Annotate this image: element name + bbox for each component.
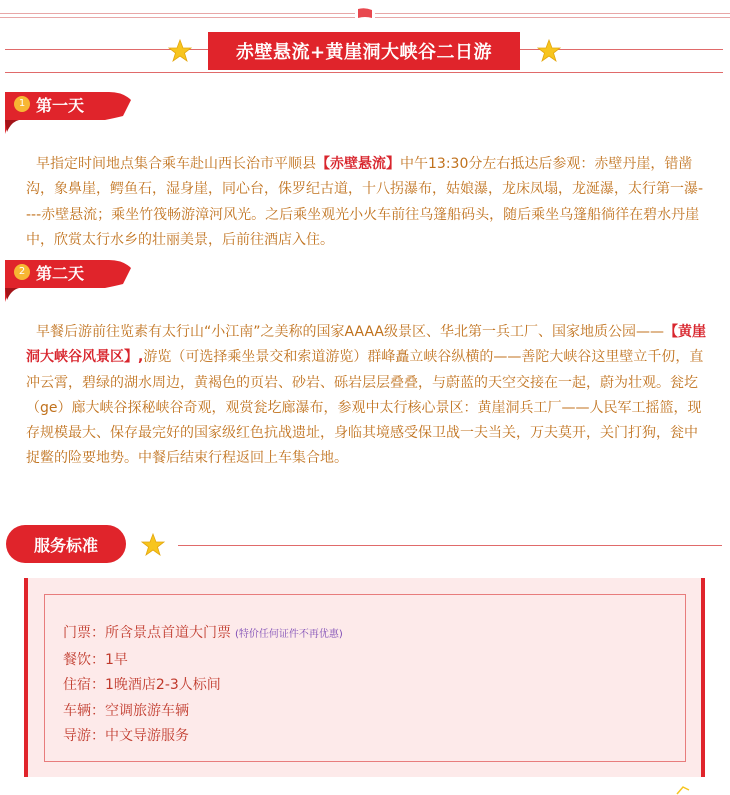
day2-highlight: 【黄崖洞大峡谷风景区】, xyxy=(26,324,706,366)
service-key: 门票： xyxy=(63,625,105,641)
service-value: 中文导游服务 xyxy=(105,728,189,744)
service-divider xyxy=(178,545,722,546)
service-key: 车辆： xyxy=(63,702,105,719)
number-badge-icon: 2 xyxy=(14,264,30,280)
star-icon xyxy=(141,533,165,557)
service-value: 1晚酒店2-3人标间 xyxy=(105,677,221,693)
service-item-vehicle xyxy=(63,699,343,725)
flag-icon xyxy=(355,8,375,20)
service-frame xyxy=(44,594,686,762)
day2-description xyxy=(26,320,706,472)
star-icon xyxy=(537,39,561,63)
day2-ribbon xyxy=(5,258,137,302)
day2-text-after: 游览（可选择乘坐景交和索道游览）群峰矗立峡谷纵横的——善陀大峡谷这里壁立千仞，直冲云霄，碧绿的湖水周边，黄褐色的页岩、砂岩、砾岩层层叠叠，与蔚蓝的天空交接在一起，蔚为壮观。瓮圪（ge）廊大峡谷探秘峡谷奇观，观赏瓮圪廊瀑布，参观中太行核心景区：黄崖洞兵工厂——人民军工摇篮，现存规模最大、保存最完好的国家级红色抗战遗址，身临其境感受保卫战一夫当关，万夫莫开，关门打狗，瓮中捉鳖的险要地势。中餐后结束行程返回上车集合地。 xyxy=(26,349,704,467)
service-note: (特价任何证件不再优惠) xyxy=(235,629,343,640)
service-key: 住宿： xyxy=(63,677,105,693)
service-value: 1早 xyxy=(105,651,128,668)
day2-text-before: 早餐后游前往览素有太行山“小江南”之美称的国家AAAA级景区、华北第一兵工厂、国家地质公园—— xyxy=(36,324,664,340)
day1-label: 第一天 xyxy=(36,96,85,115)
day1-description xyxy=(26,152,706,253)
service-item-guide xyxy=(63,724,343,750)
number-badge-icon: 1 xyxy=(14,96,30,112)
page-title: 赤壁悬流+黄崖洞大峡谷二日游 xyxy=(208,32,520,70)
service-key: 餐饮： xyxy=(63,651,105,668)
service-value: 空调旅游车辆 xyxy=(105,702,189,719)
service-panel xyxy=(24,578,705,777)
day1-text-after: 中午13:30分左右抵达后参观：赤壁丹崖，错凿沟，象鼻崖，鳄鱼石，湿身崖，同心台，侏罗纪古道，十八拐瀑布，姑娘瀑，龙床凤塌，龙涎瀑，太行第一瀑----赤壁悬流；乘坐竹筏畅游漳河风光。之后乘坐观光小火车前往乌篷船码头，随后乘坐乌篷船徜徉在碧水丹崖中，欣赏太行水乡的壮丽美景，后前往酒店入住。 xyxy=(26,156,704,248)
star-icon xyxy=(168,39,192,63)
day1-highlight: 【赤壁悬流】 xyxy=(316,156,400,172)
service-item-lodging xyxy=(63,673,343,699)
service-title: 服务标准 xyxy=(6,525,126,563)
service-item-meals xyxy=(63,648,343,674)
day1-ribbon xyxy=(5,90,137,134)
service-item-ticket xyxy=(63,621,343,648)
service-key: 导游： xyxy=(63,728,105,744)
title-underline xyxy=(5,72,723,73)
day2-label: 第二天 xyxy=(36,264,85,283)
service-value: 所含景点首道大门票 xyxy=(105,625,231,641)
service-list xyxy=(63,621,343,750)
day1-text-before: 早指定时间地点集合乘车赴山西长治市平顺县 xyxy=(36,156,316,172)
decorative-mark-icon xyxy=(676,785,690,795)
